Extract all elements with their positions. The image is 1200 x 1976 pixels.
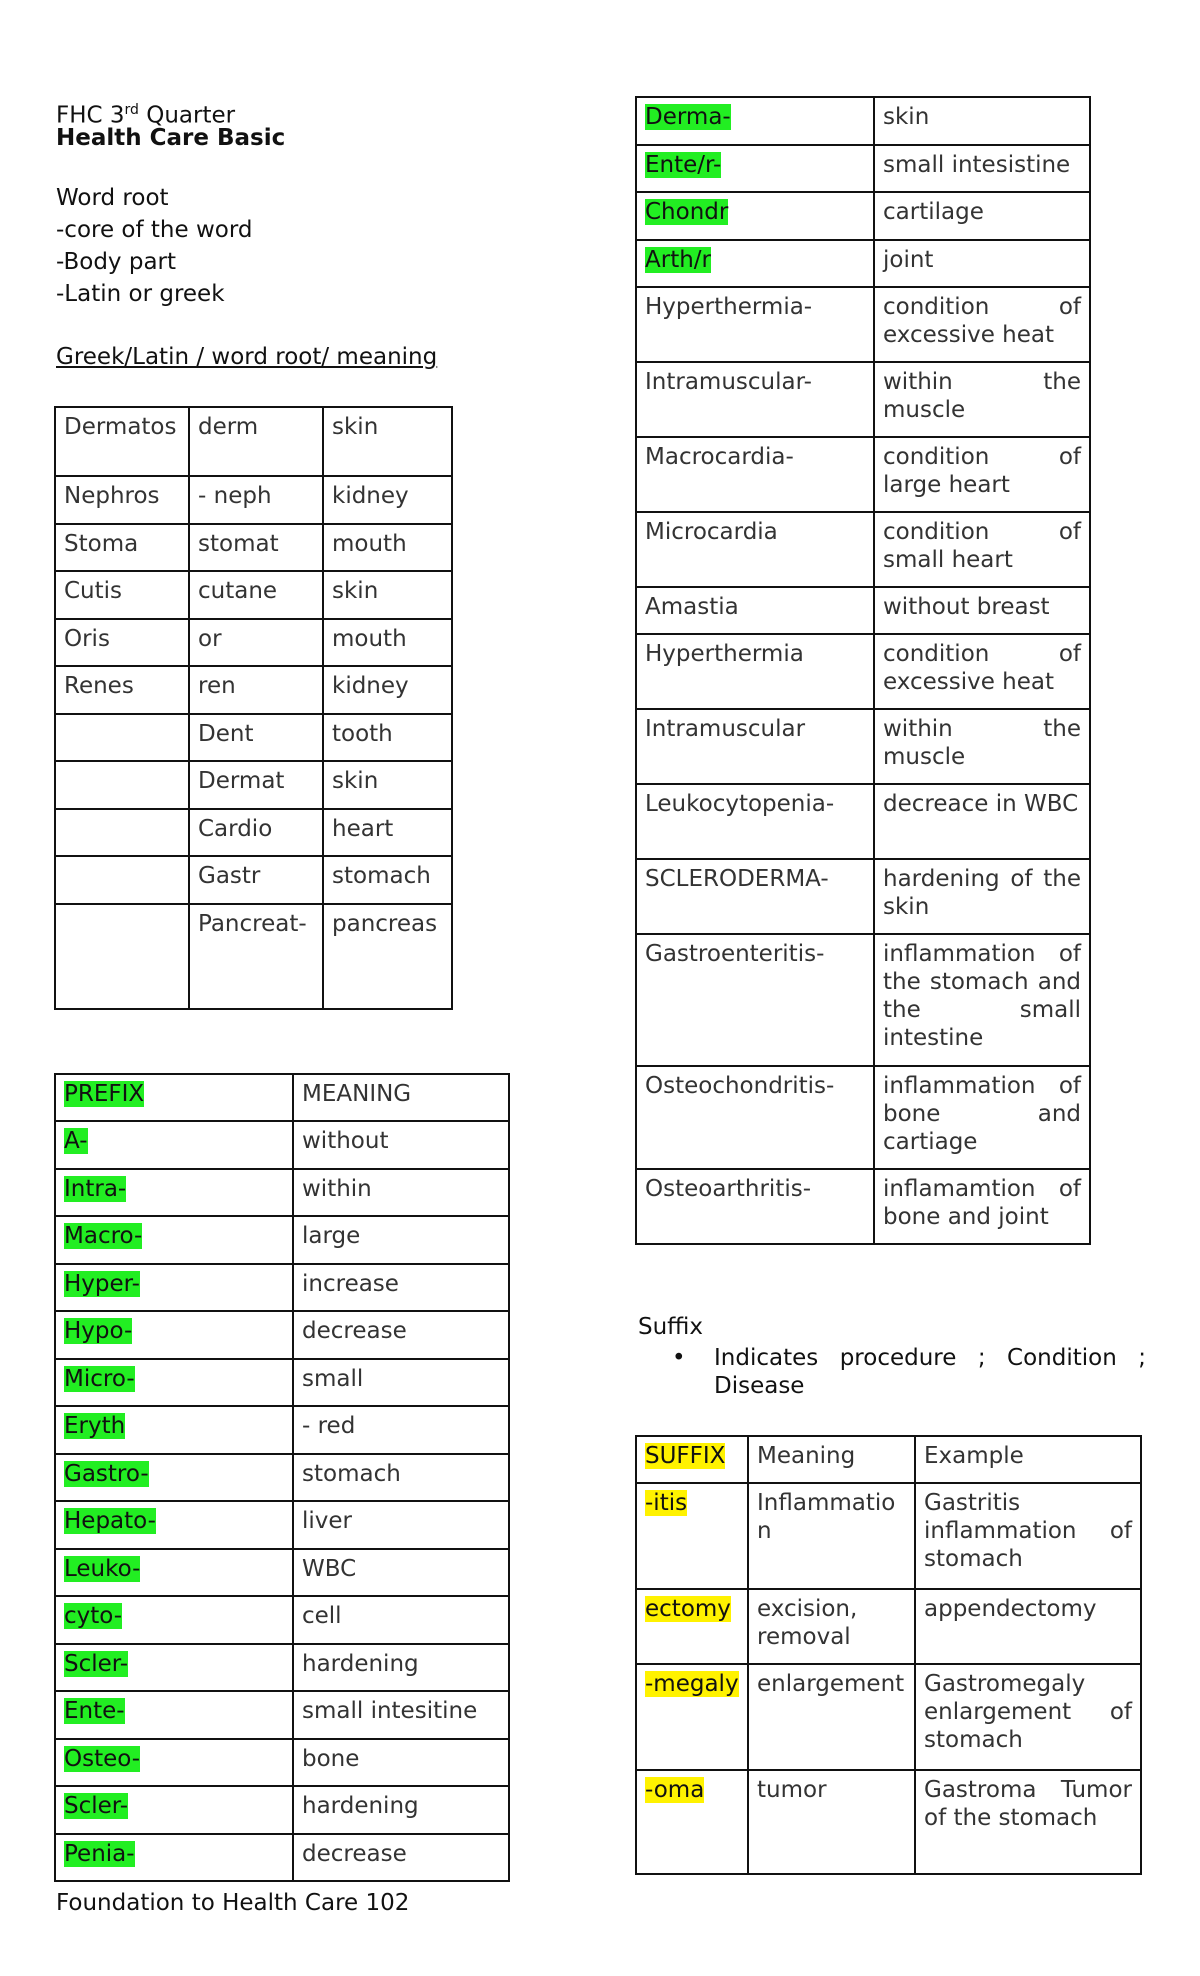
table-header-row xyxy=(55,1074,509,1121)
table-cell: Leuko- xyxy=(55,1549,293,1596)
table-row xyxy=(55,1264,509,1311)
suffix-heading: Suffix xyxy=(638,1314,704,1340)
table-cell: Intramuscular xyxy=(636,709,874,784)
table-cell: Intra- xyxy=(55,1169,293,1216)
word-root-point: -Body part xyxy=(56,249,177,275)
table-row xyxy=(636,1169,1090,1244)
table-cell: stomach xyxy=(293,1454,509,1501)
table-cell: appendectomy xyxy=(915,1589,1141,1664)
table-cell: condition of excessive heat xyxy=(874,634,1090,709)
table-row xyxy=(636,192,1090,240)
word-root-point: -core of the word xyxy=(56,217,253,243)
table-cell: heart xyxy=(323,809,452,856)
table-cell: mouth xyxy=(323,524,452,571)
word-root-heading: Word root xyxy=(56,185,169,211)
table-row xyxy=(55,1169,509,1216)
table-cell: Inflammation xyxy=(748,1483,915,1589)
table-cell: without xyxy=(293,1121,509,1169)
table-header-row xyxy=(636,1436,1141,1483)
table-row xyxy=(55,524,452,571)
table-row xyxy=(55,476,452,524)
table-row xyxy=(636,287,1090,362)
table-cell: enlargement xyxy=(748,1664,915,1770)
table-cell: small intesitine xyxy=(293,1691,509,1739)
table-row xyxy=(636,362,1090,437)
table-cell: Nephros xyxy=(55,476,189,524)
table-cell: ren xyxy=(189,666,323,714)
page-footer: Foundation to Health Care 102 xyxy=(56,1890,410,1916)
table-cell: WBC xyxy=(293,1549,509,1596)
table-cell: Hyperthermia xyxy=(636,634,874,709)
table-cell: condition of excessive heat xyxy=(874,287,1090,362)
table-cell: Penia- xyxy=(55,1834,293,1881)
table-cell: ectomy xyxy=(636,1589,748,1664)
table-cell: Gastr xyxy=(189,856,323,904)
table-row xyxy=(55,1216,509,1264)
table-cell: Osteoarthritis- xyxy=(636,1169,874,1244)
table-cell: Macrocardia- xyxy=(636,437,874,512)
table-cell: mouth xyxy=(323,619,452,666)
table-cell: Micro- xyxy=(55,1359,293,1406)
table-row xyxy=(636,784,1090,859)
table-cell: pancreas xyxy=(323,904,452,1009)
table-cell: skin xyxy=(874,97,1090,145)
table-cell: Hyper- xyxy=(55,1264,293,1311)
table-cell: hardening of the skin xyxy=(874,859,1090,934)
table-row xyxy=(636,1589,1141,1664)
table-cell: kidney xyxy=(323,476,452,524)
course-label: FHC 3rd Quarter xyxy=(56,102,236,129)
table-cell: small xyxy=(293,1359,509,1406)
table-cell: Hypo- xyxy=(55,1311,293,1359)
table-row xyxy=(636,1664,1141,1770)
table-cell: inflammation of the stomach and the small intestine xyxy=(874,934,1090,1066)
table-row xyxy=(55,1644,509,1691)
table-cell: cutane xyxy=(189,571,323,619)
table-row xyxy=(55,1311,509,1359)
table-cell xyxy=(55,761,189,809)
table-cell: liver xyxy=(293,1501,509,1549)
table-row xyxy=(55,856,452,904)
table-cell: cartilage xyxy=(874,192,1090,240)
table-row xyxy=(636,634,1090,709)
table-header-cell: Meaning xyxy=(748,1436,915,1483)
table-cell: tumor xyxy=(748,1770,915,1874)
table-cell: Intramuscular- xyxy=(636,362,874,437)
table-cell: kidney xyxy=(323,666,452,714)
table-cell: -oma xyxy=(636,1770,748,1874)
table-cell: condition of small heart xyxy=(874,512,1090,587)
table-row xyxy=(636,1770,1141,1874)
table-cell: large xyxy=(293,1216,509,1264)
table-row xyxy=(55,1501,509,1549)
table-row xyxy=(55,1739,509,1786)
table-row xyxy=(636,587,1090,634)
table-row xyxy=(55,1834,509,1881)
table-row xyxy=(55,571,452,619)
table-cell: SCLERODERMA- xyxy=(636,859,874,934)
table-row xyxy=(636,709,1090,784)
table-cell: inflamamtion of bone and joint xyxy=(874,1169,1090,1244)
table-cell: A- xyxy=(55,1121,293,1169)
table-row xyxy=(55,904,452,1009)
table-cell xyxy=(55,714,189,761)
word-root-point: -Latin or greek xyxy=(56,281,225,307)
table-header-cell: PREFIX xyxy=(55,1074,293,1121)
table-cell: Dermat xyxy=(189,761,323,809)
table-row xyxy=(55,761,452,809)
table-row xyxy=(55,1454,509,1501)
table-cell: decrease xyxy=(293,1834,509,1881)
table-row xyxy=(55,407,452,476)
table-cell: skin xyxy=(323,761,452,809)
table-row xyxy=(55,1596,509,1644)
table-row xyxy=(55,1406,509,1454)
table-cell: without breast xyxy=(874,587,1090,634)
table-cell: Arth/r xyxy=(636,240,874,287)
table-cell: Stoma xyxy=(55,524,189,571)
table-row xyxy=(55,666,452,714)
table-cell: Cardio xyxy=(189,809,323,856)
table-cell: Osteochondritis- xyxy=(636,1066,874,1169)
table-cell: tooth xyxy=(323,714,452,761)
table-cell: or xyxy=(189,619,323,666)
table-cell: within xyxy=(293,1169,509,1216)
table-cell: cyto- xyxy=(55,1596,293,1644)
table-cell xyxy=(55,904,189,1009)
table-cell: Gastromegaly enlargement of stomach xyxy=(915,1664,1141,1770)
table-row xyxy=(55,1121,509,1169)
table-cell: Scler- xyxy=(55,1786,293,1834)
table-cell: joint xyxy=(874,240,1090,287)
table-cell: Amastia xyxy=(636,587,874,634)
suffix-table xyxy=(635,1435,1142,1875)
table-cell xyxy=(55,856,189,904)
table-row xyxy=(636,859,1090,934)
table-cell: derm xyxy=(189,407,323,476)
table-cell: Ente/r- xyxy=(636,145,874,192)
table-row xyxy=(636,512,1090,587)
table-cell: condition of large heart xyxy=(874,437,1090,512)
bullet-icon: • xyxy=(672,1345,686,1371)
table-row xyxy=(636,97,1090,145)
table-cell: increase xyxy=(293,1264,509,1311)
table-header-cell: SUFFIX xyxy=(636,1436,748,1483)
table-row xyxy=(55,714,452,761)
table-cell: Gastro- xyxy=(55,1454,293,1501)
table-cell: cell xyxy=(293,1596,509,1644)
table-cell: Eryth xyxy=(55,1406,293,1454)
table-cell: Dermatos xyxy=(55,407,189,476)
prefix-table xyxy=(54,1073,510,1882)
table-cell: Dent xyxy=(189,714,323,761)
root-table xyxy=(54,406,453,1010)
table-cell: Cutis xyxy=(55,571,189,619)
table-row xyxy=(55,619,452,666)
table-cell: - red xyxy=(293,1406,509,1454)
table-cell: Microcardia xyxy=(636,512,874,587)
suffix-bullet: • Indicates procedure ; Condition ; Disease xyxy=(672,1345,1146,1399)
table-row xyxy=(55,1549,509,1596)
table-cell: within the muscle xyxy=(874,709,1090,784)
table-cell: bone xyxy=(293,1739,509,1786)
table-row xyxy=(636,145,1090,192)
table-cell: Scler- xyxy=(55,1644,293,1691)
table-cell: skin xyxy=(323,571,452,619)
table-row xyxy=(636,1066,1090,1169)
table-cell: hardening xyxy=(293,1786,509,1834)
table-cell: Pancreat- xyxy=(189,904,323,1009)
table-cell: Ente- xyxy=(55,1691,293,1739)
root-table-caption: Greek/Latin / word root/ meaning xyxy=(56,344,438,370)
table-cell: inflammation of bone and cartiage xyxy=(874,1066,1090,1169)
page-title: Health Care Basic xyxy=(56,125,286,151)
table-row xyxy=(55,809,452,856)
table-cell: Osteo- xyxy=(55,1739,293,1786)
table-cell: -megaly xyxy=(636,1664,748,1770)
table-cell: -itis xyxy=(636,1483,748,1589)
table-cell: Gastroma Tumor of the stomach xyxy=(915,1770,1141,1874)
table-header-cell: Example xyxy=(915,1436,1141,1483)
table-cell: Renes xyxy=(55,666,189,714)
term-table xyxy=(635,96,1091,1245)
table-cell: Hyperthermia- xyxy=(636,287,874,362)
table-cell: Macro- xyxy=(55,1216,293,1264)
table-cell: Gastritis inflammation of stomach xyxy=(915,1483,1141,1589)
table-cell: Derma- xyxy=(636,97,874,145)
table-header-cell: MEANING xyxy=(293,1074,509,1121)
table-cell: skin xyxy=(323,407,452,476)
table-cell: small intesistine xyxy=(874,145,1090,192)
table-cell: Oris xyxy=(55,619,189,666)
table-row xyxy=(55,1359,509,1406)
table-row xyxy=(636,240,1090,287)
table-cell: stomat xyxy=(189,524,323,571)
table-cell: stomach xyxy=(323,856,452,904)
table-row xyxy=(55,1691,509,1739)
table-cell: decreace in WBC xyxy=(874,784,1090,859)
table-cell: - neph xyxy=(189,476,323,524)
table-row xyxy=(636,1483,1141,1589)
table-cell: Gastroenteritis- xyxy=(636,934,874,1066)
table-row xyxy=(636,437,1090,512)
table-cell: Hepato- xyxy=(55,1501,293,1549)
table-cell: within the muscle xyxy=(874,362,1090,437)
table-cell: decrease xyxy=(293,1311,509,1359)
table-cell: Chondr xyxy=(636,192,874,240)
table-row xyxy=(636,934,1090,1066)
table-cell xyxy=(55,809,189,856)
table-cell: hardening xyxy=(293,1644,509,1691)
table-cell: Leukocytopenia- xyxy=(636,784,874,859)
table-row xyxy=(55,1786,509,1834)
table-cell: excision, removal xyxy=(748,1589,915,1664)
